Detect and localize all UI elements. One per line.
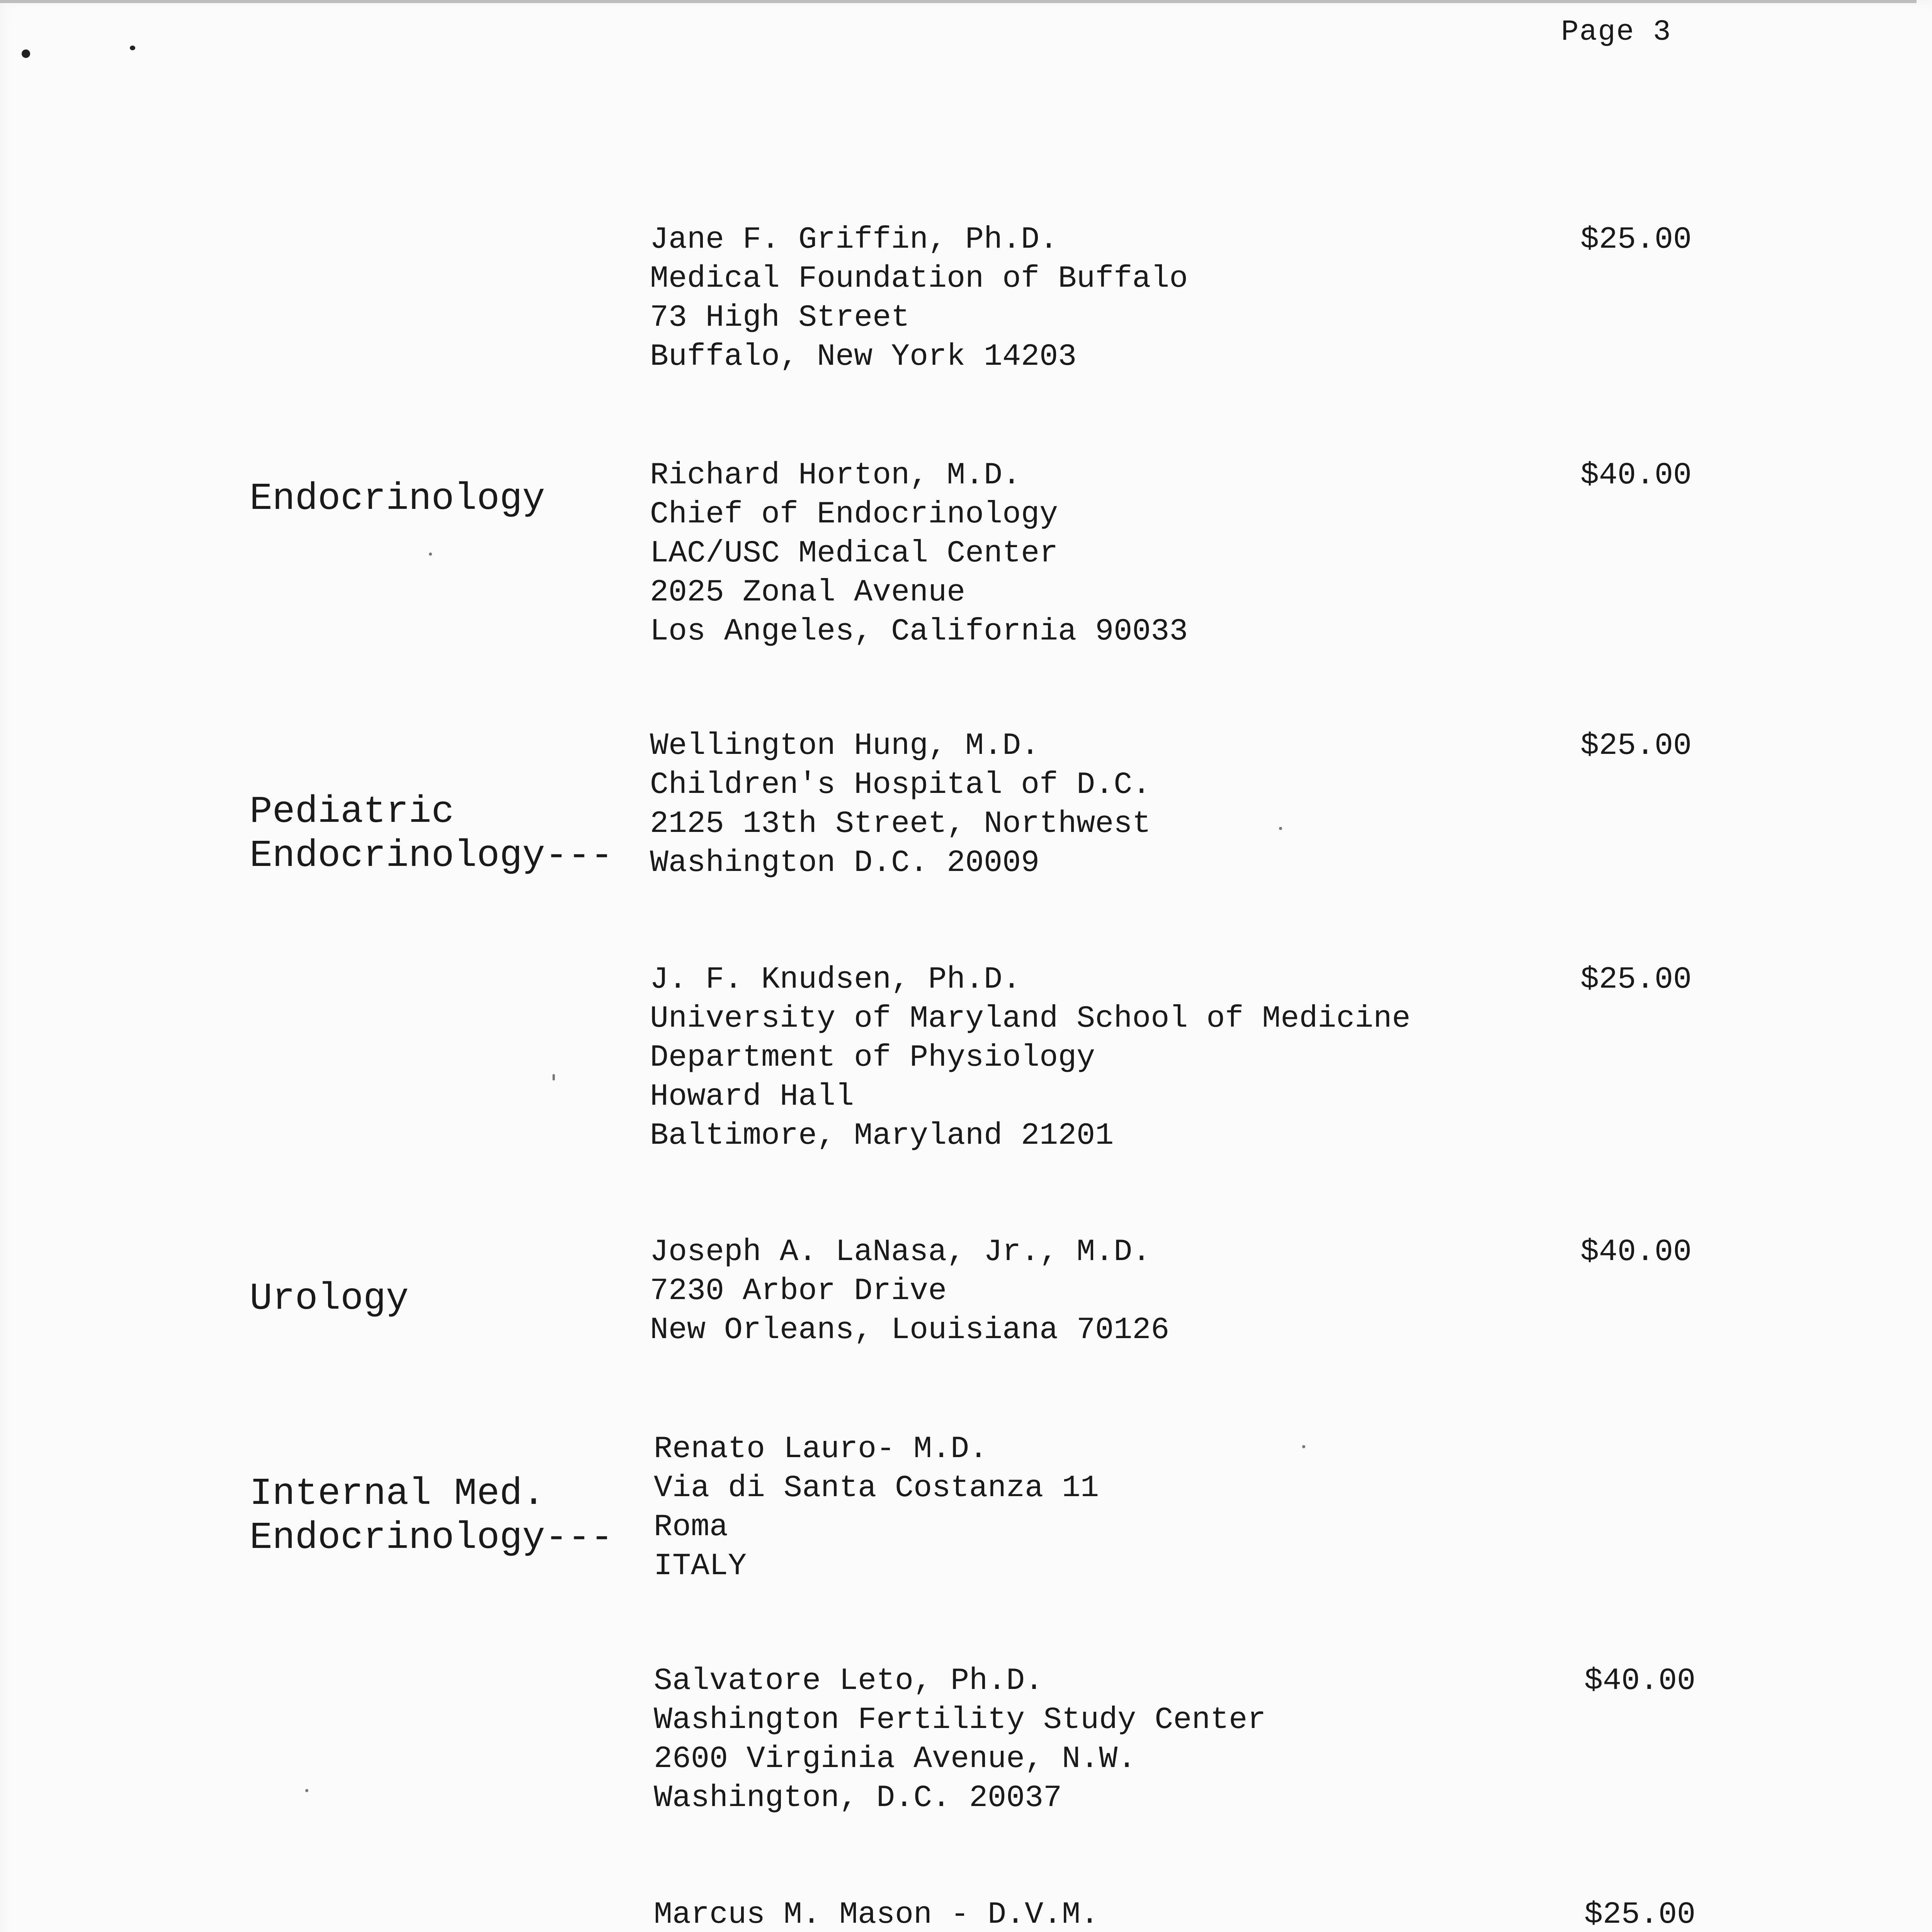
entry-fee: $40.00 (1580, 1235, 1692, 1270)
address-line: Chief of Endocrinology (650, 497, 1058, 532)
address-line: Children's Hospital of D.C. (650, 767, 1151, 803)
scan-edge-line (0, 0, 1917, 3)
address-line: Washington, D.C. 20037 (654, 1781, 1062, 1816)
address-line: Washington Fertility Study Center (654, 1702, 1266, 1738)
category-line: Endocrinology--- (250, 835, 613, 878)
address-line: Los Angeles, California 90033 (650, 614, 1188, 649)
address-line: 2600 Virginia Avenue, N.W. (654, 1742, 1136, 1777)
address-line: J. F. Knudsen, Ph.D. (650, 962, 1021, 997)
entry-address (650, 960, 1410, 1155)
entry-fee: $40.00 (1584, 1663, 1696, 1699)
category-line: Urology (250, 1277, 409, 1320)
address-line: Roma (654, 1510, 728, 1545)
address-line: Renato Lauro- M.D. (654, 1432, 988, 1467)
address-line: Jane F. Griffin, Ph.D. (650, 222, 1058, 257)
category-line: Endocrinology--- (250, 1517, 613, 1560)
address-line: LAC/USC Medical Center (650, 536, 1058, 571)
entry-address (650, 1233, 1169, 1350)
entry-category (250, 477, 545, 521)
entry-fee: $25.00 (1580, 962, 1692, 997)
category-line: Pediatric (250, 791, 454, 833)
address-line: University of Maryland School of Medicine (650, 1001, 1411, 1036)
scan-dot (130, 46, 135, 50)
entry-category (250, 1472, 613, 1560)
entry-fee: $40.00 (1580, 458, 1692, 493)
entry-category (250, 790, 613, 878)
entry-fee: $25.00 (1580, 222, 1692, 257)
address-line: 73 High Street (650, 300, 910, 335)
address-line: 2025 Zonal Avenue (650, 575, 966, 610)
entry-category (250, 1277, 409, 1321)
address-line: 2125 13th Street, Northwest (650, 806, 1151, 842)
address-line: Joseph A. LaNasa, Jr., M.D. (650, 1235, 1151, 1270)
page-number: Page 3 (1561, 15, 1672, 49)
address-line: 7230 Arbor Drive (650, 1274, 947, 1309)
address-line: Department of Physiology (650, 1040, 1095, 1075)
scan-speck (1302, 1445, 1305, 1448)
scan-speck (553, 1074, 555, 1080)
address-line: Washington D.C. 20009 (650, 845, 1040, 881)
address-line: Wellington Hung, M.D. (650, 728, 1040, 764)
category-line: Internal Med. (250, 1473, 545, 1515)
entry-address (650, 456, 1188, 651)
entry-address (650, 726, 1151, 883)
address-line: Richard Horton, M.D. (650, 458, 1021, 493)
entry-address (650, 220, 1188, 376)
entry-address (654, 1662, 1266, 1818)
address-line: Baltimore, Maryland 21201 (650, 1118, 1114, 1153)
address-line: Buffalo, New York 14203 (650, 339, 1077, 374)
scan-speck (1279, 827, 1282, 830)
address-line: New Orleans, Louisiana 70126 (650, 1313, 1170, 1348)
entry-address (654, 1895, 1229, 1932)
address-line: Via di Santa Costanza 11 (654, 1471, 1099, 1506)
address-line: ITALY (654, 1549, 747, 1584)
entry-fee: $25.00 (1584, 1897, 1696, 1932)
address-line: Medical Foundation of Buffalo (650, 261, 1188, 296)
address-line: Marcus M. Mason - D.V.M. (654, 1897, 1099, 1932)
category-line: Endocrinology (250, 478, 545, 520)
scan-speck (305, 1789, 308, 1792)
scan-dot (22, 49, 30, 58)
entry-address (654, 1430, 1099, 1586)
scan-speck (429, 553, 432, 556)
address-line: Howard Hall (650, 1079, 854, 1114)
address-line: Salvatore Leto, Ph.D. (654, 1663, 1044, 1699)
entry-fee: $25.00 (1580, 728, 1692, 764)
